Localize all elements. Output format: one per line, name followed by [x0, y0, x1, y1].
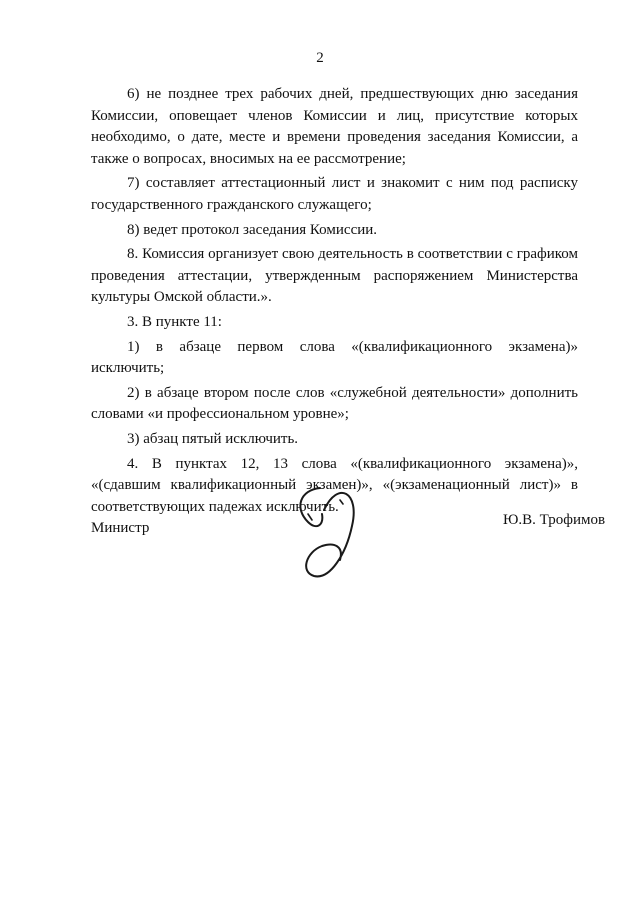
paragraph-subitem-1: 1) в абзаце первом слова «(квалификационного экзамена)» исключить;	[91, 338, 578, 377]
paragraph-clause-3: 3. В пункте 11:	[127, 313, 222, 330]
paragraph-item-6: 6) не позднее трех рабочих дней, предшествующих дню заседания Комиссии, оповещает членов Комиссии и лиц, присутствие которых необходимо, о дате, месте и времени проведения заседания Комиссии, а также о вопросах, вносимых на ее рассмотрение;	[91, 86, 578, 167]
signatory-title: Министр	[91, 520, 150, 536]
paragraph-subitem-3: 3) абзац пятый исключить.	[127, 430, 299, 447]
handwritten-signature	[286, 470, 366, 590]
paragraph-item-7: 7) составляет аттестационный лист и знакомит с ним под расписку государственного гражданского служащего;	[91, 175, 578, 213]
signatory-name: Ю.В. Трофимов	[503, 512, 606, 528]
paragraph-item-8: 8) ведет протокол заседания Комиссии.	[127, 221, 378, 238]
paragraph-clause-8: 8. Комиссия организует свою деятельность в соответствии с графиком проведения аттестации, утвержденным распоряжением Министерства культуры Омской области.».	[91, 246, 578, 306]
page-number: 2	[316, 50, 324, 66]
signature-block	[91, 470, 640, 600]
paragraph-clause-4: 4. В пунктах 12, 13 слова «(квалификационного экзамена)», «(сдавшим квалификационный экзамен)», «(экзаменационный лист)» в соответствующих падежах исключить.	[91, 455, 578, 515]
paragraph-subitem-2: 2) в абзаце втором после слов «служебной деятельности» дополнить словами «и профессиональном уровне»;	[91, 384, 578, 423]
document-body	[91, 84, 578, 518]
